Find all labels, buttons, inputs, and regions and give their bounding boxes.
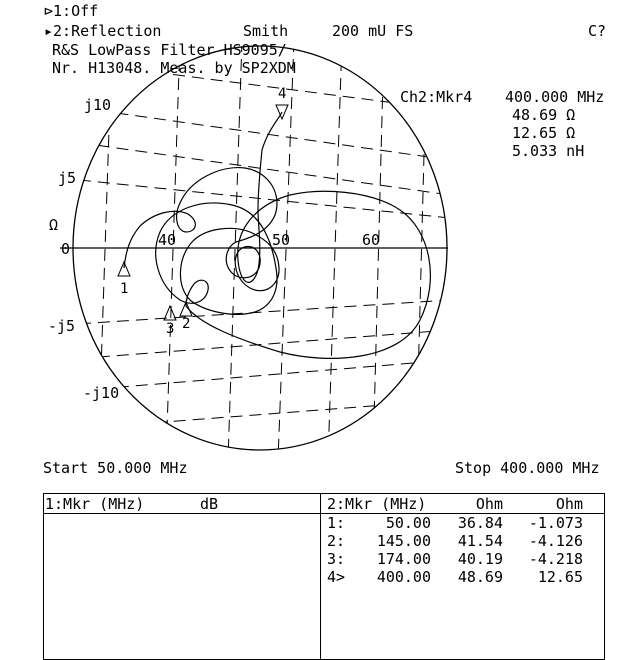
table-cell-freq: 50.00 (385, 514, 431, 532)
ch2-header-resistance: Ohm (475, 495, 503, 513)
title-line-2: Nr. H13048. Meas. by SP2XDM (52, 59, 296, 77)
table-cell-r: 40.19 (457, 550, 503, 568)
table-cell-freq: 400.00 (376, 568, 431, 586)
grid-reactance-line (60, 330, 450, 360)
unit-label: Ω (49, 216, 59, 234)
grid-resistance-line (166, 40, 180, 460)
marker-readout-resistance: 48.69 Ω (512, 106, 576, 124)
table-cell-r: 36.84 (457, 514, 503, 532)
table-cell-x: -1.073 (528, 514, 583, 532)
table-cell-idx: 4> (327, 568, 346, 586)
status-indicator: C? (588, 22, 607, 40)
resistance-label-50: 50 (272, 231, 291, 249)
title-line-1: R&S LowPass Filter HS9095/ (52, 41, 287, 59)
start-frequency: Start 50.000 MHz (43, 459, 188, 477)
ch1-header-unit: dB (200, 495, 219, 513)
table-cell-x: -4.126 (528, 532, 583, 550)
reactance-label-j5: j5 (58, 169, 77, 187)
ch2-header-marker: 2:Mkr (MHz) (327, 495, 427, 513)
marker-readout-reactance: 12.65 Ω (512, 124, 576, 142)
resistance-label-60: 60 (362, 231, 381, 249)
table-cell-r: 48.69 (457, 568, 503, 586)
table-cell-idx: 1: (327, 514, 346, 532)
scale-label: 200 mU FS (332, 22, 414, 40)
channel1-status: ⊳1:Off (44, 2, 99, 20)
channel2-marker-table (320, 493, 605, 660)
marker-3-label: 3 (166, 321, 175, 337)
table-cell-freq: 174.00 (376, 550, 431, 568)
grid-reactance-line (60, 178, 450, 218)
ch2-header-reactance: Ohm (555, 495, 583, 513)
reactance-label-minus-j5: -j5 (48, 317, 76, 335)
channel1-marker-table (43, 493, 321, 660)
grid-reactance-line (60, 140, 450, 195)
table-cell-r: 41.54 (457, 532, 503, 550)
display-format: Smith (243, 22, 289, 40)
marker-2-label: 2 (182, 316, 191, 332)
reactance-label-0: 0 (61, 240, 71, 258)
table-cell-freq: 145.00 (376, 532, 431, 550)
grid-reactance-line (60, 400, 450, 430)
resistance-label-40: 40 (158, 231, 177, 249)
table-cell-idx: 2: (327, 532, 346, 550)
stop-frequency: Stop 400.000 MHz (455, 459, 600, 477)
grid-resistance-line (328, 40, 342, 460)
table-cell-x: -4.218 (528, 550, 583, 568)
marker-readout-freq: 400.000 MHz (505, 88, 605, 106)
grid-resistance-line (373, 40, 384, 460)
grid-reactance-line (60, 105, 450, 160)
table-cell-idx: 3: (327, 550, 346, 568)
marker-4-label: 4 (278, 86, 287, 102)
marker-readout-inductance: 5.033 nH (512, 142, 585, 160)
reactance-label-j10: j10 (84, 96, 112, 114)
marker-readout-label: Ch2:Mkr4 (400, 88, 473, 106)
ch1-header-marker: 1:Mkr (MHz) (45, 495, 145, 513)
table-cell-x: 12.65 (537, 568, 583, 586)
grid-resistance-line (278, 40, 294, 460)
marker-1-label: 1 (120, 281, 129, 297)
channel2-status: ▸2:Reflection (44, 22, 162, 40)
reactance-label-minus-j10: -j10 (83, 384, 120, 402)
